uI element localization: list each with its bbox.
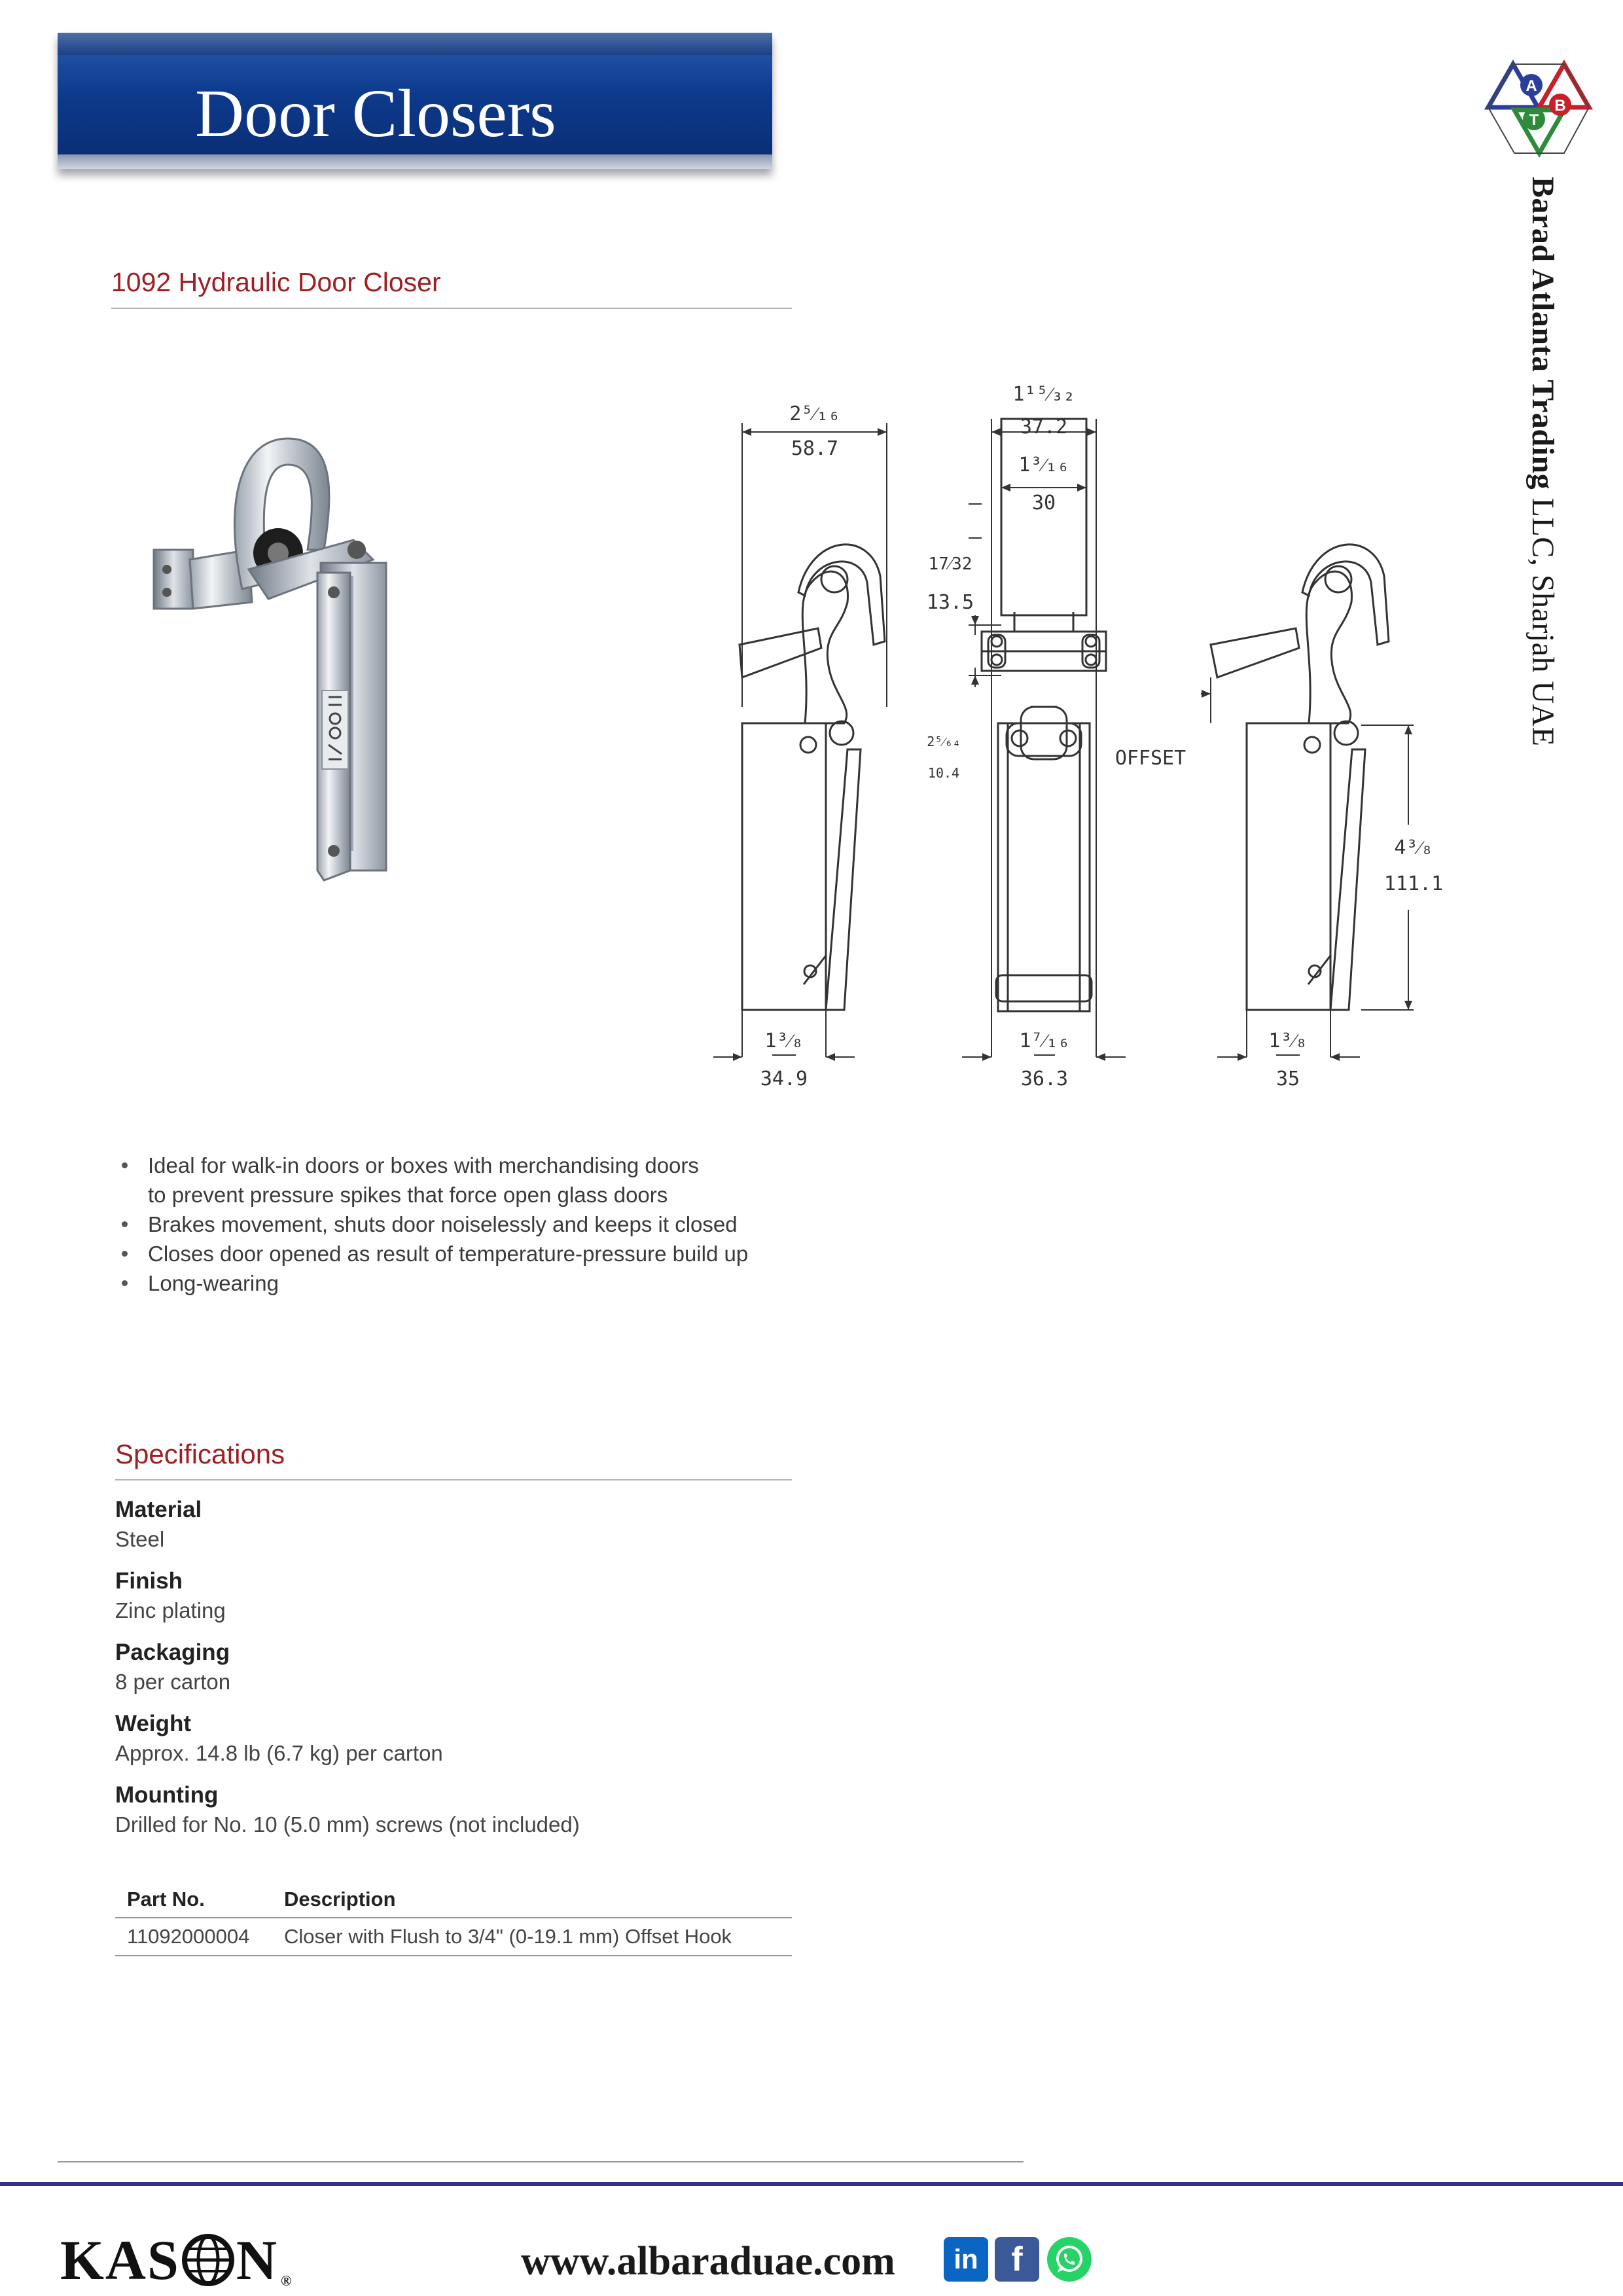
- spec-item: [115, 1780, 792, 1852]
- dim-small-mm: 10.4: [927, 765, 960, 781]
- feature-item: [115, 1151, 835, 1210]
- dim-right-base-mm: 35: [1275, 1067, 1300, 1090]
- website-link[interactable]: www.albaraduae.com: [521, 2239, 895, 2284]
- kason-logo: [60, 2229, 293, 2291]
- feature-item: [115, 1239, 835, 1268]
- feature-text: Long-wearing: [148, 1271, 279, 1295]
- footer-divider: [58, 2161, 1024, 2162]
- dim-inner-mm: 30: [1031, 492, 1056, 514]
- column-header-description: Description: [284, 1881, 792, 1918]
- feature-text: Brakes movement, shuts door noiselessly and keeps it closed: [148, 1212, 738, 1236]
- registered-mark: ®: [280, 2272, 293, 2289]
- dim-top-fraction: 1¹⁵⁄₃₂: [1012, 383, 1075, 406]
- company-name-bold: Barad Atlanta Trading: [1525, 177, 1560, 490]
- dim-top-mm: 37.2: [1020, 416, 1068, 439]
- company-name: [1525, 177, 1561, 747]
- specifications-list: [115, 1495, 792, 1852]
- product-title: 1092 Hydraulic Door Closer: [111, 267, 792, 309]
- dim-right-base-fraction: 1³⁄₈: [1268, 1030, 1308, 1052]
- spec-item: [115, 1566, 792, 1638]
- column-header-part-no: Part No.: [115, 1881, 284, 1918]
- spec-value: Drilled for No. 10 (5.0 mm) screws (not included): [115, 1812, 580, 1837]
- dim-inner-fraction: 1³⁄₁₆: [1018, 454, 1069, 476]
- facebook-icon[interactable]: f: [995, 2237, 1039, 2282]
- table-header-row: [115, 1881, 792, 1918]
- product-photo: [137, 419, 452, 890]
- feature-text: Closes door opened as result of temperature-pressure build up: [148, 1242, 749, 1266]
- company-name-rest: LLC, Sharjah UAE: [1525, 490, 1560, 747]
- whatsapp-glyph: [1052, 2242, 1086, 2276]
- kason-logo-text-right: N: [236, 2229, 278, 2291]
- specifications-heading: Specifications: [115, 1439, 792, 1480]
- part-number-cell: 11092000004: [115, 1918, 284, 1956]
- kason-logo-text-left: KAS: [60, 2229, 180, 2291]
- logo-letter-a: A: [1525, 77, 1537, 95]
- dim-hole-mm: 13.5: [926, 591, 974, 614]
- table-row: [115, 1918, 792, 1956]
- logo-letter-t: T: [1529, 111, 1539, 129]
- technical-drawing: [713, 367, 1453, 1106]
- parts-table: [115, 1881, 792, 1956]
- description-cell: Closer with Flush to 3/4" (0-19.1 mm) Offset Hook: [284, 1918, 792, 1956]
- page-title: Door Closers: [195, 76, 556, 151]
- feature-item: [115, 1210, 835, 1239]
- dim-width-fraction: 2⁵⁄₁₆: [789, 403, 840, 425]
- dim-left-base-mm: 34.9: [760, 1067, 808, 1090]
- footer-accent-bar: [0, 2182, 1623, 2186]
- spec-label: Weight: [115, 1711, 192, 1736]
- spec-value: Approx. 14.8 lb (6.7 kg) per carton: [115, 1741, 443, 1765]
- company-logo: [1480, 55, 1597, 160]
- spec-label: Packaging: [115, 1640, 230, 1665]
- dim-small-fraction: 2⁵⁄₆₄: [927, 734, 961, 749]
- spec-item: [115, 1709, 792, 1780]
- spec-value: 8 per carton: [115, 1670, 231, 1694]
- spec-value: Steel: [115, 1527, 165, 1551]
- feature-list: [115, 1151, 835, 1298]
- whatsapp-icon[interactable]: [1047, 2237, 1092, 2282]
- offset-label: OFFSET: [1115, 747, 1186, 770]
- spec-label: Material: [115, 1497, 202, 1522]
- linkedin-icon[interactable]: in: [944, 2237, 988, 2282]
- dim-left-base-fraction: 1³⁄₈: [764, 1030, 804, 1052]
- globe-icon: [181, 2233, 235, 2287]
- dim-hole-fraction: 17⁄32: [928, 554, 972, 574]
- header-banner: [58, 33, 772, 169]
- dim-height-fraction: 4³⁄₈: [1394, 836, 1433, 859]
- dim-height-mm: 111.1: [1383, 872, 1444, 895]
- dim-width-mm: 58.7: [791, 437, 839, 460]
- feature-text: to prevent pressure spikes that force open glass doors: [148, 1183, 668, 1207]
- spec-item: [115, 1495, 792, 1566]
- logo-letter-b: B: [1554, 97, 1566, 115]
- spec-label: Finish: [115, 1568, 183, 1594]
- spec-label: Mounting: [115, 1782, 219, 1808]
- spec-item: [115, 1638, 792, 1709]
- dim-mid-base-fraction: 1⁷⁄₁₆: [1019, 1030, 1070, 1052]
- spec-value: Zinc plating: [115, 1598, 226, 1623]
- dim-mid-base-mm: 36.3: [1020, 1067, 1069, 1090]
- feature-text: Ideal for walk-in doors or boxes with merchandising doors: [148, 1153, 699, 1177]
- feature-item: [115, 1268, 835, 1298]
